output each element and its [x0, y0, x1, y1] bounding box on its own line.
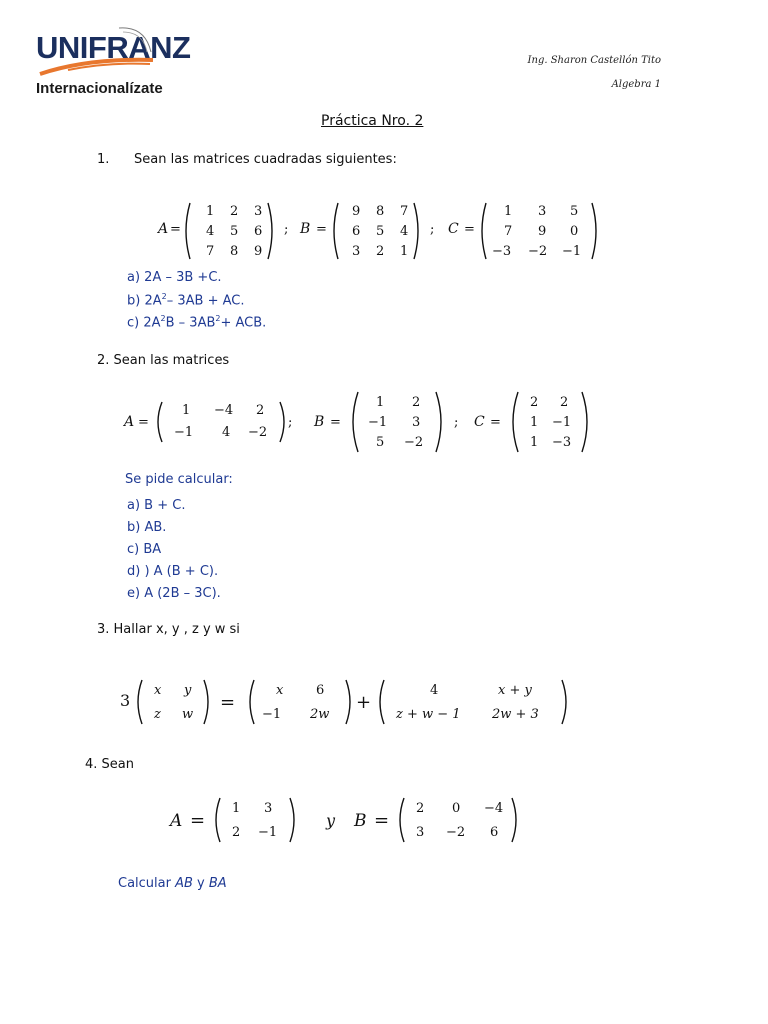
matrix-cell: 4 — [206, 224, 215, 239]
matrix-cell: 2 — [232, 825, 241, 840]
svg-text:2w + 3: 2w + 3 — [492, 707, 539, 722]
logo-seal-icon — [115, 22, 157, 62]
svg-text:6: 6 — [316, 683, 325, 698]
problem-2-part-e: e) A (2B – 3C). — [127, 586, 221, 601]
svg-text:=: = — [220, 692, 236, 713]
svg-text:2w: 2w — [310, 707, 330, 722]
svg-text:x: x — [276, 683, 284, 698]
svg-text:4: 4 — [430, 683, 439, 698]
matrix-cell: 7 — [206, 244, 215, 259]
matrix-cell: 2 — [376, 244, 385, 259]
matrix-cell: 6 — [352, 224, 361, 239]
matrix-cell: 1 — [504, 204, 513, 219]
problem-1-part-b: b) $2A^2-$ 3AB + AC. — [127, 292, 245, 309]
problem-1-number: 1. — [97, 152, 110, 167]
problem-1-text: Sean las matrices cuadradas siguientes: — [134, 152, 397, 167]
matrix-b1 — [352, 204, 408, 259]
svg-text:B: B — [314, 414, 325, 430]
logo-tagline: Internacionalízate — [36, 80, 163, 97]
matrix-a1 — [206, 204, 262, 259]
svg-text:=: = — [138, 415, 149, 430]
svg-text:=: = — [316, 222, 327, 237]
matrix-cell: 2 — [230, 204, 239, 219]
matrix-cell: −4 — [484, 801, 504, 816]
matrix-cell: 4 — [222, 425, 231, 440]
svg-text:−1: −1 — [262, 707, 282, 722]
svg-text:y: y — [326, 811, 336, 830]
matrix-cell: 5 — [230, 224, 239, 239]
matrix-cell: −1 — [368, 415, 388, 430]
problem-4-text: 4. Sean — [85, 757, 134, 772]
matrix-cell: 2 — [412, 395, 421, 410]
svg-text:=: = — [464, 222, 475, 237]
matrix-cell: 0 — [452, 801, 461, 816]
matrix-cell: −3 — [492, 244, 512, 259]
matrix-cell: 7 — [400, 204, 409, 219]
matrix-cell: 1 — [530, 435, 539, 450]
matrix-cell: 5 — [570, 204, 579, 219]
svg-text:A: A — [158, 221, 169, 237]
problem-2-matrices — [118, 386, 602, 458]
matrix-cell: −2 — [446, 825, 466, 840]
matrix-cell: 9 — [352, 204, 361, 219]
page-title: Práctica Nro. 2 — [321, 113, 424, 129]
svg-text:=: = — [330, 415, 341, 430]
svg-text:w: w — [182, 707, 194, 722]
problem-1-part-c: c) $2A^2B - 3AB^2+$ ACB. — [127, 314, 267, 331]
svg-text:3: 3 — [120, 691, 131, 710]
matrix-cell: −3 — [552, 435, 572, 450]
matrix-cell: 2 — [530, 395, 539, 410]
matrix-cell: 4 — [400, 224, 409, 239]
svg-text:=: = — [490, 415, 501, 430]
matrix-cell: 2 — [560, 395, 569, 410]
svg-text:B: B — [300, 221, 311, 237]
matrix-cell: 0 — [570, 224, 579, 239]
svg-text:y: y — [184, 683, 192, 698]
logo-wordmark: UNIFRANZ — [36, 30, 191, 65]
svg-text:x: x — [154, 683, 162, 698]
matrix-cell: 1 — [530, 415, 539, 430]
matrix-cell: 9 — [254, 244, 263, 259]
problem-4-calc: Calcular AB y BA — [118, 876, 227, 891]
matrix-cell: 1 — [232, 801, 241, 816]
svg-text:z + w − 1: z + w − 1 — [396, 707, 461, 722]
problem-2-prompt: Se pide calcular: — [125, 472, 233, 487]
matrix-cell: 1 — [182, 403, 191, 418]
matrix-cell: 6 — [490, 825, 499, 840]
matrix-cell: 1 — [400, 244, 409, 259]
matrix-cell: −1 — [174, 425, 194, 440]
matrix-cell: −2 — [248, 425, 268, 440]
svg-text:B: B — [354, 811, 367, 831]
matrix-cell: 7 — [504, 224, 513, 239]
matrix-cell: 3 — [352, 244, 361, 259]
course-name: Algebra 1 — [611, 79, 661, 90]
problem-2-text: 2. Sean las matrices — [97, 353, 230, 368]
matrix-cell: −2 — [404, 435, 424, 450]
matrix-cell: −1 — [552, 415, 572, 430]
svg-text:=: = — [190, 810, 206, 831]
problem-3-text: 3. Hallar x, y , z y w si — [97, 622, 240, 637]
svg-text:A: A — [170, 811, 183, 831]
matrix-c1 — [492, 204, 581, 259]
problem-3-equation — [116, 672, 576, 732]
svg-text:;: ; — [288, 415, 293, 430]
svg-text:;: ; — [284, 222, 289, 237]
problem-4-matrices — [162, 790, 542, 850]
matrix-cell: 8 — [376, 204, 385, 219]
svg-text:A: A — [124, 414, 135, 430]
matrix-cell: 1 — [376, 395, 385, 410]
matrix-cell: −1 — [258, 825, 278, 840]
svg-text:C: C — [474, 414, 485, 430]
matrix-cell: 3 — [264, 801, 273, 816]
matrix-cell: −4 — [214, 403, 234, 418]
matrix-cell: 9 — [538, 224, 547, 239]
matrix-cell: 3 — [416, 825, 425, 840]
problem-2-part-b: b) AB. — [127, 520, 167, 535]
problem-2-part-c: c) BA — [127, 542, 162, 557]
matrix-cell: 8 — [230, 244, 239, 259]
matrix-cell: 3 — [412, 415, 421, 430]
matrix-cell: −1 — [562, 244, 582, 259]
svg-text:z: z — [154, 707, 161, 722]
matrix-cell: 3 — [254, 204, 263, 219]
svg-text:;: ; — [430, 222, 435, 237]
matrix-cell: 2 — [256, 403, 265, 418]
svg-text:x + y: x + y — [498, 683, 532, 698]
matrix-cell: 5 — [376, 224, 385, 239]
svg-text:+: + — [356, 692, 372, 713]
matrix-cell: 3 — [538, 204, 547, 219]
matrix-cell: 6 — [254, 224, 263, 239]
author-name: Ing. Sharon Castellón Tito — [527, 55, 661, 66]
svg-text:=: = — [170, 222, 181, 237]
svg-text:;: ; — [454, 415, 459, 430]
matrix-cell: −2 — [528, 244, 548, 259]
problem-1-part-a: a) 2A – 3B +C. — [127, 270, 222, 285]
matrix-cell: 5 — [376, 435, 385, 450]
problem-2-part-a: a) B + C. — [127, 498, 186, 513]
matrix-cell: 1 — [206, 204, 215, 219]
svg-text:=: = — [374, 810, 390, 831]
problem-1-matrices — [150, 195, 628, 267]
matrix-cell: 2 — [416, 801, 425, 816]
problem-2-part-d: d) ) A (B + C). — [127, 564, 219, 579]
svg-text:C: C — [448, 221, 459, 237]
